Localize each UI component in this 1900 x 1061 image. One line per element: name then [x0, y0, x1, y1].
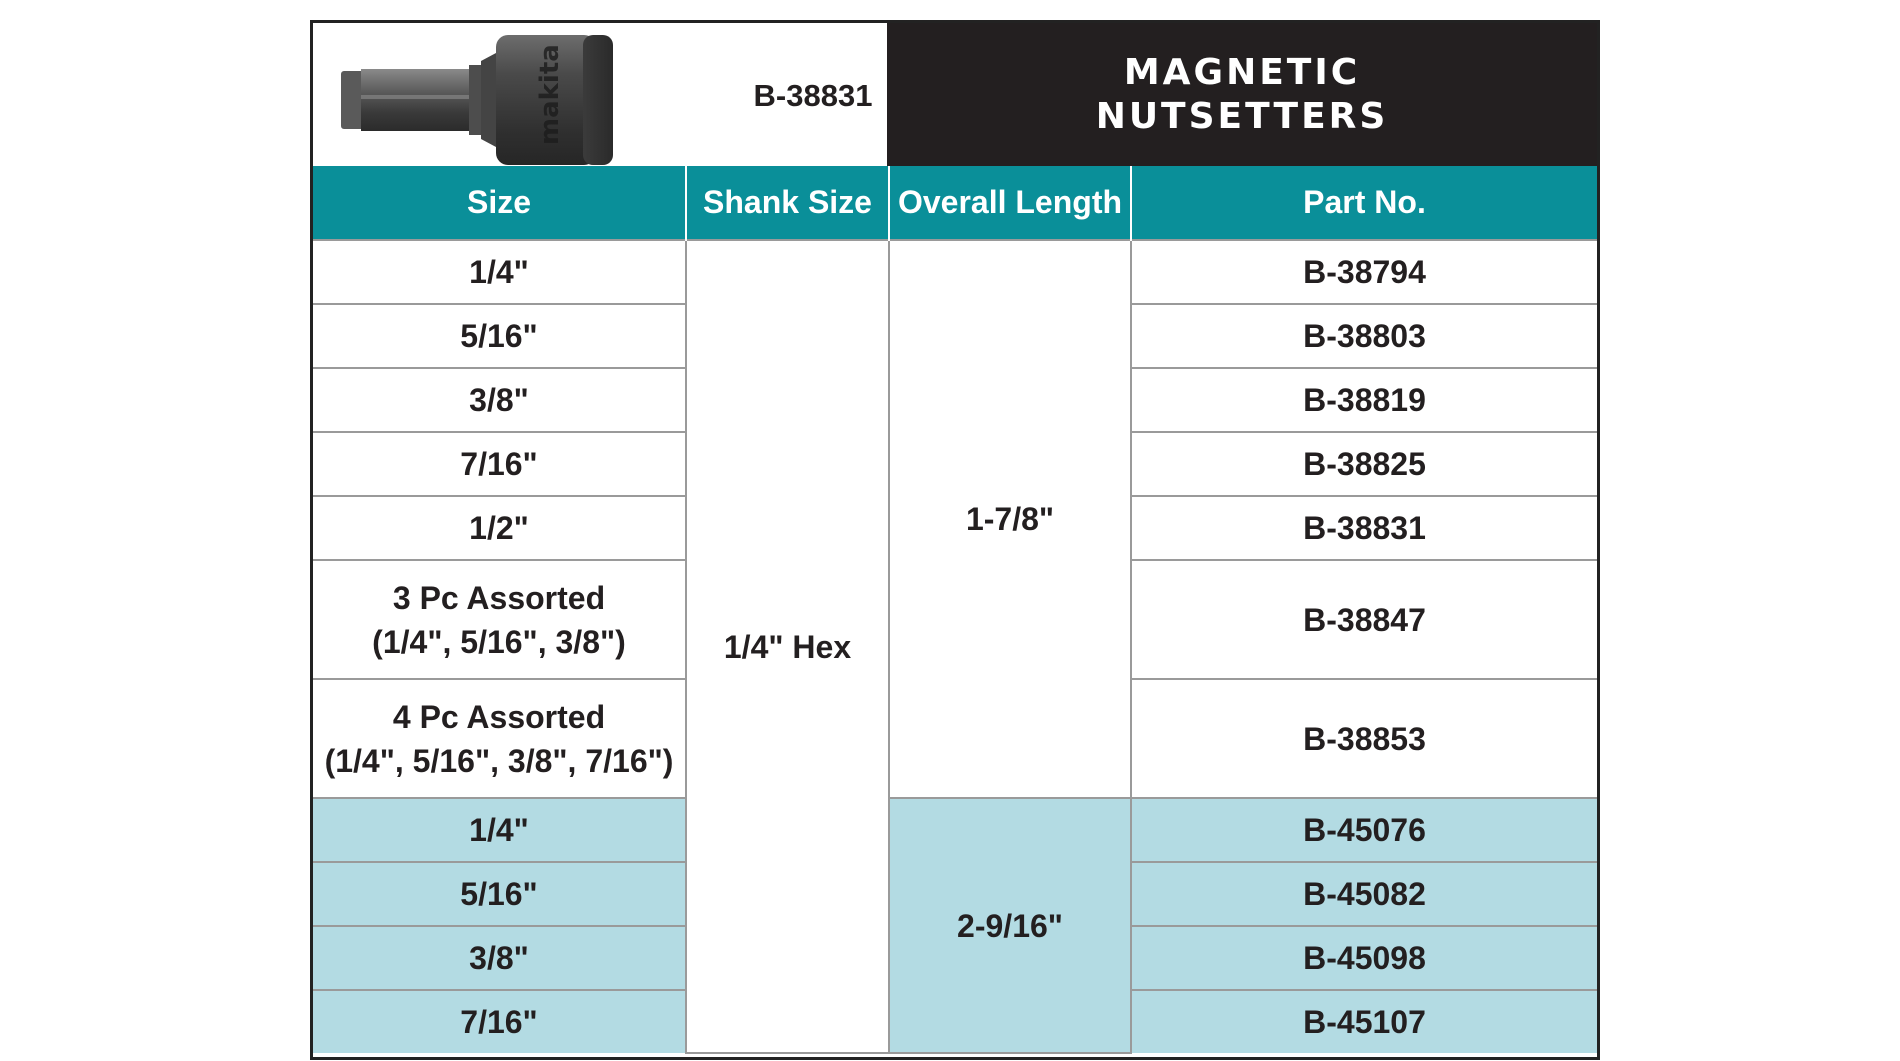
part-number-cell: B-38831: [1131, 496, 1597, 560]
size-cell: 3/8": [313, 926, 686, 990]
part-number-cell: B-38847: [1131, 560, 1597, 679]
size-cell: 1/2": [313, 496, 686, 560]
spec-sheet: [310, 20, 1600, 1060]
size-cell: 5/16": [313, 304, 686, 368]
part-number-cell: B-38819: [1131, 368, 1597, 432]
part-number-cell: B-38794: [1131, 240, 1597, 304]
spec-table: [313, 166, 1597, 1054]
table-row: [313, 240, 1597, 304]
part-number-cell: B-45107: [1131, 990, 1597, 1053]
size-cell: 1/4": [313, 798, 686, 862]
title-line-2: NUTSETTERS: [1095, 95, 1389, 137]
part-number-cell: B-38853: [1131, 679, 1597, 798]
part-number-cell: B-38825: [1131, 432, 1597, 496]
part-number-cell: B-45082: [1131, 862, 1597, 926]
part-number-cell: B-45098: [1131, 926, 1597, 990]
shank-size-cell: 1/4" Hex: [686, 240, 889, 1053]
title-block: [887, 23, 1597, 166]
overall-length-cell: 2-9/16": [889, 798, 1131, 1053]
title-line-1: MAGNETIC: [1123, 51, 1361, 93]
product-engraving: makita: [535, 44, 565, 145]
size-cell: [313, 560, 686, 679]
featured-part-number: B-38831: [753, 78, 873, 113]
size-cell: 3/8": [313, 368, 686, 432]
column-header-shank-size: Shank Size: [686, 166, 889, 240]
size-cell: 7/16": [313, 990, 686, 1053]
size-line-1: 4 Pc Assorted: [392, 698, 606, 735]
column-header-size: Size: [313, 166, 686, 240]
size-cell: [313, 679, 686, 798]
size-cell: 1/4": [313, 240, 686, 304]
table-row: [313, 798, 1597, 862]
size-line-1: 3 Pc Assorted: [392, 579, 606, 616]
part-number-cell: B-45076: [1131, 798, 1597, 862]
size-line-2: (1/4", 5/16", 3/8"): [372, 623, 626, 660]
table-header-row: [313, 166, 1597, 240]
size-line-2: (1/4", 5/16", 3/8", 7/16"): [324, 742, 674, 779]
size-cell: 5/16": [313, 862, 686, 926]
overall-length-cell: 1-7/8": [889, 240, 1131, 798]
column-header-overall-length: Overall Length: [889, 166, 1131, 240]
column-header-part-no: Part No.: [1131, 166, 1597, 240]
nutsetter-image: [328, 23, 728, 166]
product-panel: [313, 23, 887, 166]
part-number-cell: B-38803: [1131, 304, 1597, 368]
size-cell: 7/16": [313, 432, 686, 496]
sheet-header: [313, 23, 1597, 166]
